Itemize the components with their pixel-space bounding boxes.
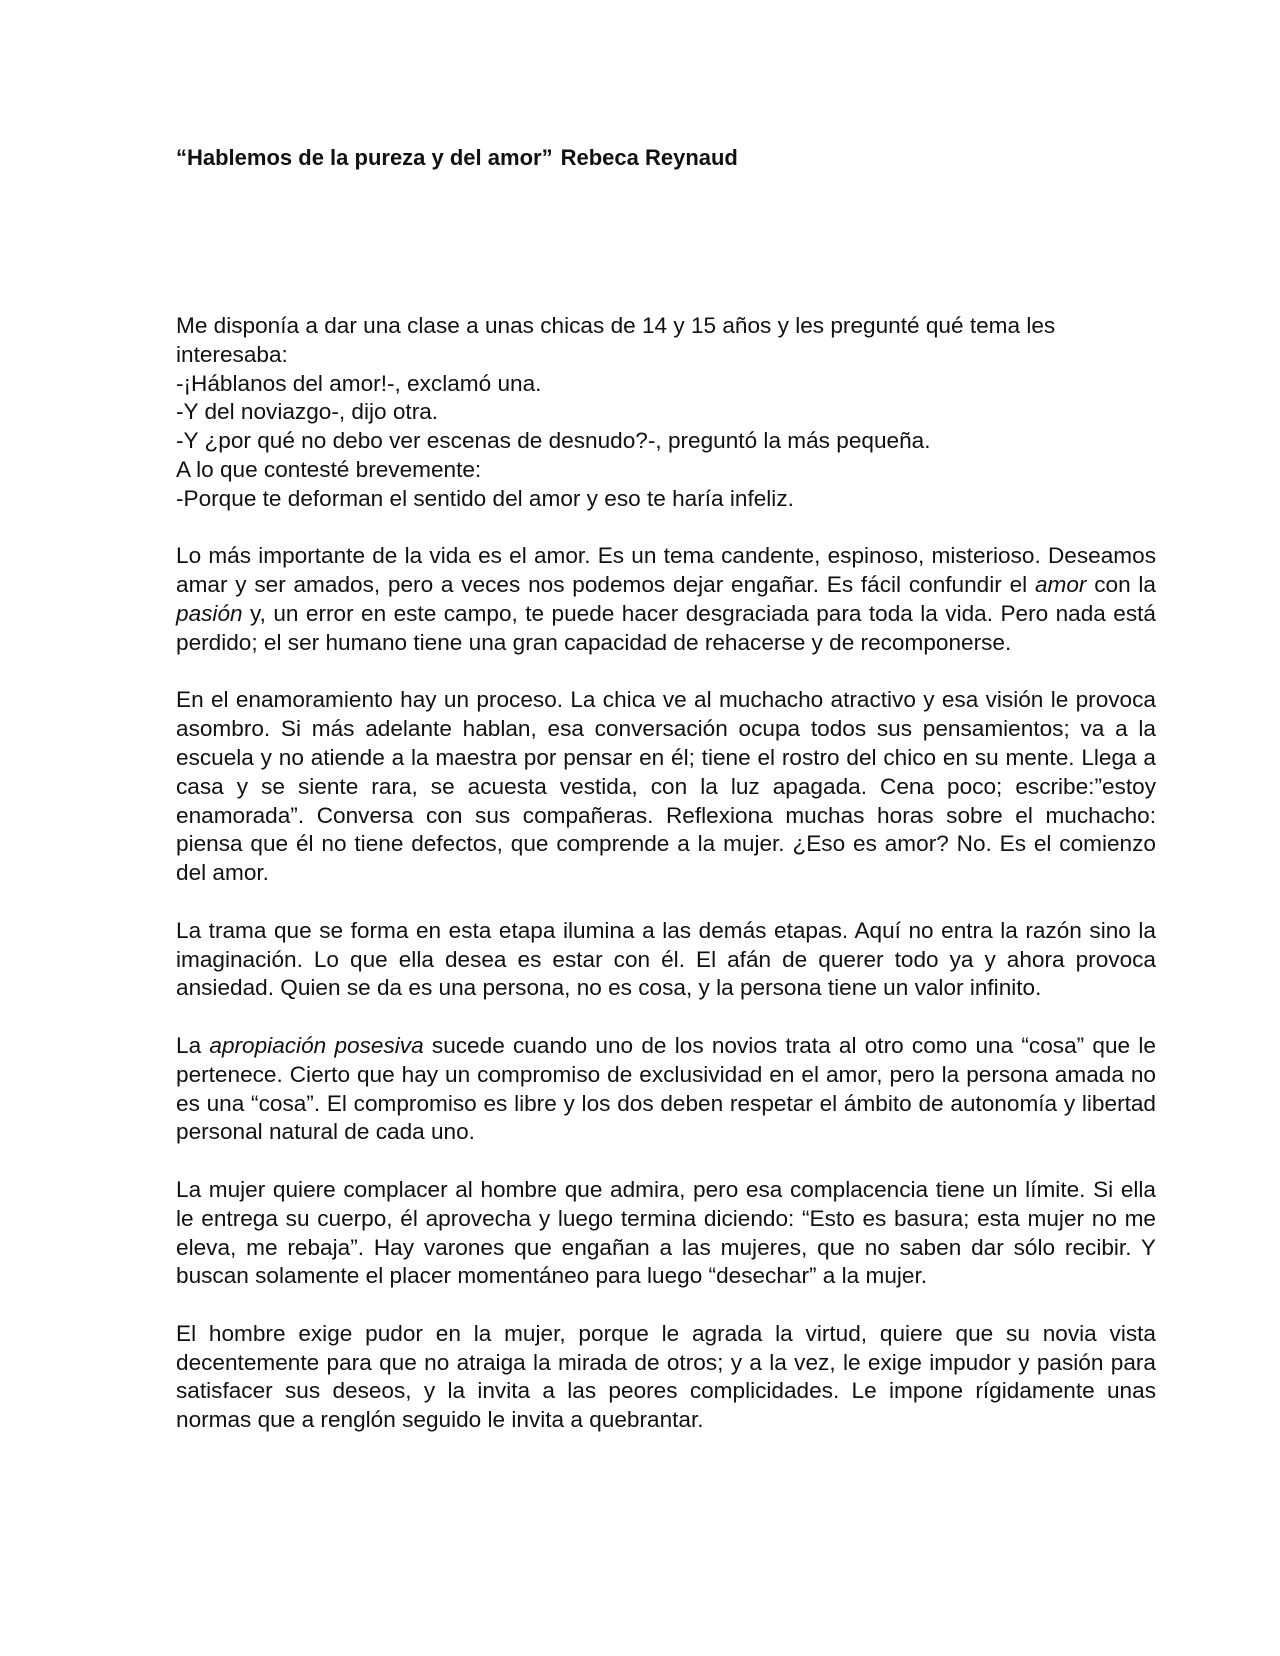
paragraph-possession: La apropiación posesiva sucede cuando uno de los novios trata al otro como una “cosa” que le pertenece. Cierto que hay un compromiso de exclusividad en el amor, pero la persona amada no es una “cosa”. El compromiso es libre y los dos deben respetar el ámbito de autonomía y libertad personal natural de cada uno. (176, 1032, 1156, 1145)
title-work: “Hablemos de la pureza y del amor” (176, 145, 553, 170)
intro-line: Me disponía a dar una clase a unas chicas de 14 y 15 años y les pregunté qué tema les interesaba: (176, 313, 1056, 367)
emphasis-amor: amor (1034, 572, 1087, 598)
intro-line: -¡Háblanos del amor!-, exclamó una. (176, 370, 542, 396)
emphasis-apropiacion: apropiación posesiva (209, 1032, 424, 1058)
document-title (176, 143, 1156, 173)
intro-line: -Y del noviazgo-, dijo otra. (176, 399, 439, 425)
paragraph-infatuation: En el enamoramiento hay un proceso. La chica ve al muchacho atractivo y esa visión le provoca asombro. Si más adelante hablan, esa conversación ocupa todos sus pensamientos; va a la escuela y no atiende a la maestra por pensar en él; tiene el rostro del chico en su mente. Llega a casa y se siente rara, se acuesta vestida, con la luz apagada. Cena poco; escribe:”estoy enamorada”. Conversa con sus compañeras. Reflexiona muchas horas sobre el muchacho: piensa que él no tiene defectos, que comprende a la mujer. ¿Eso es amor? No. Es el comienzo del amor. (176, 687, 1156, 886)
paragraph-imagination: La trama que se forma en esta etapa ilumina a las demás etapas. Aquí no entra la razón sino la imaginación. Lo que ella desea es estar con él. El afán de querer todo ya y ahora provoca ansiedad. Quien se da es una persona, no es cosa, y la persona tiene un valor infinito. (176, 917, 1156, 1001)
intro-line: -Porque te deforman el sentido del amor y eso te haría infeliz. (176, 485, 794, 511)
emphasis-pasion: pasión (176, 600, 243, 626)
document-body (176, 312, 1156, 1435)
title-author: Rebeca Reynaud (560, 145, 738, 170)
intro-line: A lo que contesté brevemente: (176, 456, 482, 482)
intro-paragraph (176, 312, 1156, 514)
document-page (176, 143, 1156, 1464)
paragraph-love: Lo más importante de la vida es el amor. Es un tema candente, espinoso, misterioso. Deseamos amar y ser amados, pero a veces nos podemos dejar engañar. Es fácil confundir el amor con la pasión y, un error en este campo, te puede hacer desgraciada para toda la vida. Pero nada está perdido; el ser humano tiene una gran capacidad de rehacerse y de recomponerse. (176, 543, 1156, 655)
paragraph-modesty: El hombre exige pudor en la mujer, porque le agrada la virtud, quiere que su novia vista decentemente para que no atraiga la mirada de otros; y a la vez, le exige impudor y pasión para satisfacer sus deseos, y la invita a las peores complicidades. Le impone rígidamente unas normas que a renglón seguido le invita a quebrantar. (176, 1320, 1156, 1433)
paragraph-complacency: La mujer quiere complacer al hombre que admira, pero esa complacencia tiene un límite. Si ella le entrega su cuerpo, él aprovecha y luego termina diciendo: “Esto es basura; esta mujer no me eleva, me rebaja”. Hay varones que engañan a las mujeres, que no saben dar sólo recibir. Y buscan solamente el placer momentáneo para luego “desechar” a la mujer. (176, 1176, 1156, 1289)
intro-line: -Y ¿por qué no debo ver escenas de desnudo?-, preguntó la más pequeña. (176, 428, 931, 454)
